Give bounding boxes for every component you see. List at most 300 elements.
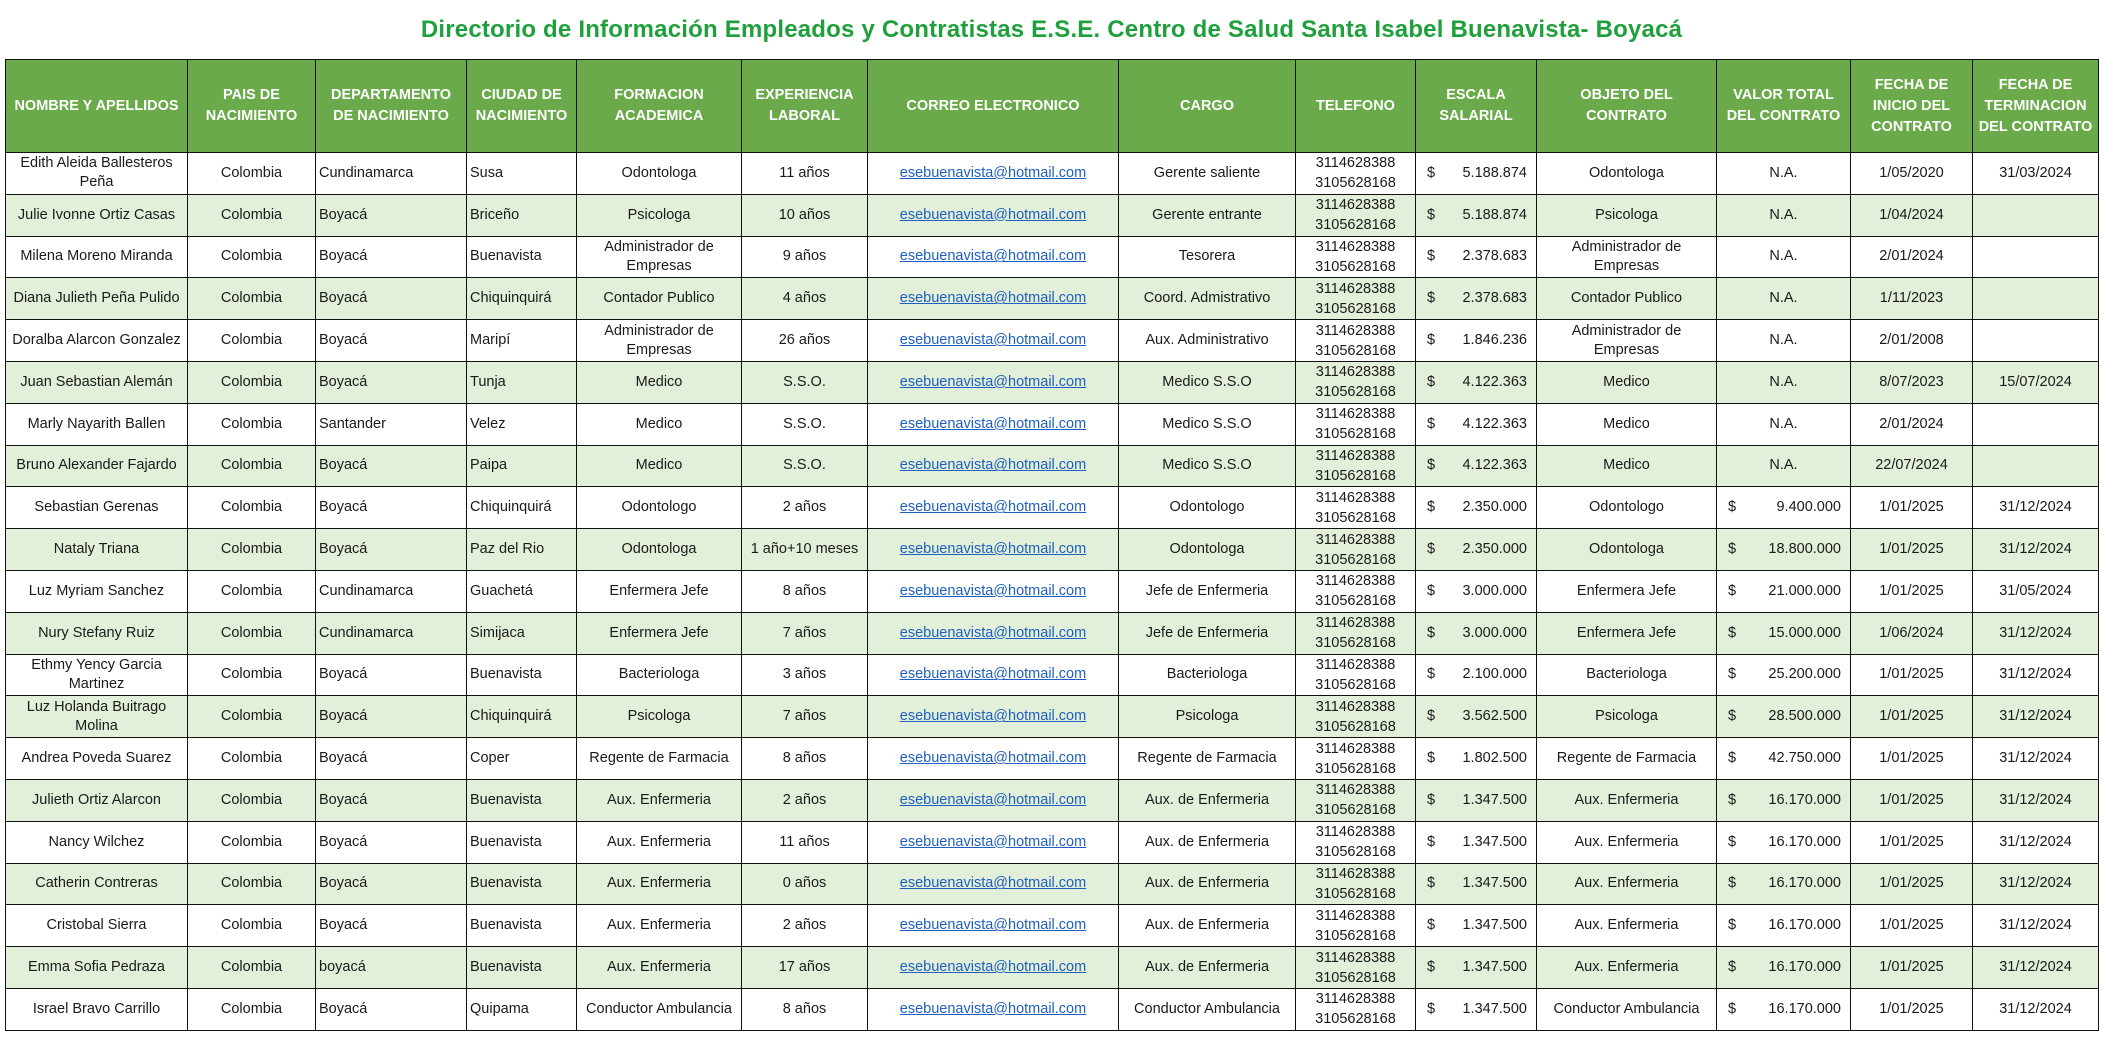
salary-value: 1.347.500 — [1462, 917, 1527, 934]
cell-pais: Colombia — [188, 529, 316, 571]
cell-pais: Colombia — [188, 194, 316, 236]
cell-experiencia: 2 años — [742, 487, 868, 529]
header-objeto: OBJETO DEL CONTRATO — [1537, 60, 1717, 153]
cell-departamento: boyacá — [316, 947, 467, 989]
contract-value: 16.170.000 — [1768, 833, 1841, 850]
cell-correo-link[interactable]: esebuenavista@hotmail.com — [868, 529, 1119, 571]
currency-symbol: $ — [1427, 248, 1436, 265]
cell-pais: Colombia — [188, 278, 316, 320]
salary-value: 3.562.500 — [1462, 708, 1527, 725]
cell-escala-salarial — [1416, 779, 1537, 821]
cell-nombre: Diana Julieth Peña Pulido — [6, 278, 188, 320]
cell-fecha-inicio: 1/01/2025 — [1851, 821, 1973, 863]
currency-symbol: $ — [1427, 415, 1436, 432]
cell-experiencia: 17 años — [742, 947, 868, 989]
cell-formacion: Enfermera Jefe — [577, 612, 742, 654]
cell-cargo: Gerente entrante — [1119, 194, 1296, 236]
cell-nombre: Catherin Contreras — [6, 863, 188, 905]
cell-pais: Colombia — [188, 947, 316, 989]
cell-correo-link[interactable]: esebuenavista@hotmail.com — [868, 779, 1119, 821]
salary-value: 1.347.500 — [1462, 1000, 1527, 1017]
cell-pais: Colombia — [188, 361, 316, 403]
currency-symbol: $ — [1728, 624, 1737, 641]
cell-fecha-inicio: 1/05/2020 — [1851, 153, 1973, 195]
table-row — [6, 278, 2099, 320]
salary-value: 2.378.683 — [1462, 248, 1527, 265]
cell-formacion: Psicologa — [577, 194, 742, 236]
cell-departamento: Boyacá — [316, 696, 467, 738]
cell-experiencia: 11 años — [742, 821, 868, 863]
cell-formacion: Aux. Enfermeria — [577, 947, 742, 989]
cell-departamento: Boyacá — [316, 529, 467, 571]
cell-telefono — [1296, 194, 1416, 236]
cell-telefono — [1296, 905, 1416, 947]
cell-correo-link[interactable]: esebuenavista@hotmail.com — [868, 738, 1119, 780]
phone-number: 3105628168 — [1315, 175, 1396, 192]
cell-ciudad: Chiquinquirá — [467, 278, 577, 320]
cell-valor-total — [1717, 821, 1851, 863]
cell-ciudad: Buenavista — [467, 779, 577, 821]
cell-departamento: Boyacá — [316, 863, 467, 905]
phone-number: 3114628388 — [1315, 907, 1396, 924]
cell-cargo: Conductor Ambulancia — [1119, 988, 1296, 1030]
cell-objeto: Enfermera Jefe — [1537, 570, 1717, 612]
cell-formacion: Medico — [577, 361, 742, 403]
table-row — [6, 947, 2099, 989]
cell-ciudad: Quipama — [467, 988, 577, 1030]
cell-departamento: Boyacá — [316, 779, 467, 821]
cell-formacion: Administrador de Empresas — [577, 236, 742, 278]
cell-objeto: Administrador de Empresas — [1537, 236, 1717, 278]
cell-fecha-inicio: 2/01/2008 — [1851, 320, 1973, 362]
cell-formacion: Odontologo — [577, 487, 742, 529]
salary-value: 1.802.500 — [1462, 750, 1527, 767]
cell-objeto: Enfermera Jefe — [1537, 612, 1717, 654]
currency-symbol: $ — [1427, 750, 1436, 767]
table-row — [6, 361, 2099, 403]
cell-correo-link[interactable]: esebuenavista@hotmail.com — [868, 654, 1119, 696]
cell-valor-total: N.A. — [1717, 278, 1851, 320]
phone-number: 3114628388 — [1315, 656, 1396, 673]
cell-fecha-inicio: 1/01/2025 — [1851, 779, 1973, 821]
cell-escala-salarial — [1416, 696, 1537, 738]
cell-formacion: Administrador de Empresas — [577, 320, 742, 362]
cell-fecha-terminacion: 31/05/2024 — [1973, 570, 2099, 612]
cell-fecha-inicio: 1/01/2025 — [1851, 905, 1973, 947]
table-row — [6, 570, 2099, 612]
header-ciudad: CIUDAD DE NACIMIENTO — [467, 60, 577, 153]
cell-pais: Colombia — [188, 988, 316, 1030]
cell-formacion: Odontologa — [577, 153, 742, 195]
cell-telefono — [1296, 403, 1416, 445]
cell-valor-total: N.A. — [1717, 361, 1851, 403]
cell-pais: Colombia — [188, 905, 316, 947]
cell-escala-salarial — [1416, 863, 1537, 905]
cell-telefono — [1296, 529, 1416, 571]
phone-number: 3105628168 — [1315, 927, 1396, 944]
currency-symbol: $ — [1427, 457, 1436, 474]
phone-number: 3114628388 — [1315, 991, 1396, 1008]
cell-correo-link[interactable]: esebuenavista@hotmail.com — [868, 570, 1119, 612]
contract-value: 16.170.000 — [1768, 959, 1841, 976]
cell-formacion: Aux. Enfermeria — [577, 905, 742, 947]
cell-departamento: Boyacá — [316, 738, 467, 780]
phone-number: 3105628168 — [1315, 718, 1396, 735]
cell-fecha-inicio: 2/01/2024 — [1851, 403, 1973, 445]
header-cargo: CARGO — [1119, 60, 1296, 153]
cell-fecha-terminacion: 15/07/2024 — [1973, 361, 2099, 403]
cell-valor-total — [1717, 654, 1851, 696]
cell-correo-link[interactable]: esebuenavista@hotmail.com — [868, 487, 1119, 529]
cell-fecha-terminacion: 31/12/2024 — [1973, 529, 2099, 571]
cell-correo-link[interactable]: esebuenavista@hotmail.com — [868, 403, 1119, 445]
cell-fecha-terminacion: 31/12/2024 — [1973, 612, 2099, 654]
phone-number: 3114628388 — [1315, 489, 1396, 506]
salary-value: 3.000.000 — [1462, 582, 1527, 599]
cell-pais: Colombia — [188, 738, 316, 780]
cell-departamento: Boyacá — [316, 194, 467, 236]
cell-fecha-terminacion — [1973, 445, 2099, 487]
table-row — [6, 320, 2099, 362]
phone-number: 3105628168 — [1315, 384, 1396, 401]
phone-number: 3105628168 — [1315, 802, 1396, 819]
cell-escala-salarial — [1416, 403, 1537, 445]
cell-escala-salarial — [1416, 445, 1537, 487]
cell-experiencia: 7 años — [742, 612, 868, 654]
cell-correo-link[interactable]: esebuenavista@hotmail.com — [868, 361, 1119, 403]
cell-ciudad: Chiquinquirá — [467, 696, 577, 738]
cell-escala-salarial — [1416, 612, 1537, 654]
cell-cargo: Aux. de Enfermeria — [1119, 779, 1296, 821]
cell-telefono — [1296, 278, 1416, 320]
cell-experiencia: 0 años — [742, 863, 868, 905]
cell-fecha-inicio: 1/04/2024 — [1851, 194, 1973, 236]
cell-experiencia: 4 años — [742, 278, 868, 320]
cell-correo-link[interactable]: esebuenavista@hotmail.com — [868, 905, 1119, 947]
phone-number: 3114628388 — [1315, 698, 1396, 715]
currency-symbol: $ — [1728, 666, 1737, 683]
phone-number: 3105628168 — [1315, 467, 1396, 484]
cell-departamento: Boyacá — [316, 905, 467, 947]
cell-pais: Colombia — [188, 236, 316, 278]
cell-fecha-terminacion — [1973, 320, 2099, 362]
cell-pais: Colombia — [188, 779, 316, 821]
cell-departamento: Boyacá — [316, 278, 467, 320]
cell-cargo: Odontologa — [1119, 529, 1296, 571]
cell-nombre: Nury Stefany Ruiz — [6, 612, 188, 654]
cell-cargo: Odontologo — [1119, 487, 1296, 529]
salary-value: 4.122.363 — [1462, 373, 1527, 390]
cell-correo-link[interactable]: esebuenavista@hotmail.com — [868, 947, 1119, 989]
cell-correo-link[interactable]: esebuenavista@hotmail.com — [868, 863, 1119, 905]
cell-cargo: Coord. Admistrativo — [1119, 278, 1296, 320]
cell-cargo: Aux. Administrativo — [1119, 320, 1296, 362]
cell-telefono — [1296, 821, 1416, 863]
currency-symbol: $ — [1427, 833, 1436, 850]
cell-valor-total — [1717, 487, 1851, 529]
cell-telefono — [1296, 654, 1416, 696]
cell-pais: Colombia — [188, 696, 316, 738]
cell-nombre: Juan Sebastian Alemán — [6, 361, 188, 403]
cell-correo-link[interactable]: esebuenavista@hotmail.com — [868, 320, 1119, 362]
cell-ciudad: Simijaca — [467, 612, 577, 654]
cell-departamento: Cundinamarca — [316, 153, 467, 195]
cell-ciudad: Briceño — [467, 194, 577, 236]
cell-fecha-inicio: 1/01/2025 — [1851, 738, 1973, 780]
cell-objeto: Odontologa — [1537, 153, 1717, 195]
cell-fecha-inicio: 8/07/2023 — [1851, 361, 1973, 403]
cell-pais: Colombia — [188, 863, 316, 905]
cell-valor-total: N.A. — [1717, 236, 1851, 278]
currency-symbol: $ — [1728, 917, 1737, 934]
cell-formacion: Conductor Ambulancia — [577, 988, 742, 1030]
table-row — [6, 821, 2099, 863]
cell-formacion: Aux. Enfermeria — [577, 821, 742, 863]
table-row — [6, 403, 2099, 445]
cell-telefono — [1296, 863, 1416, 905]
cell-correo-link[interactable]: esebuenavista@hotmail.com — [868, 153, 1119, 195]
cell-experiencia: 8 años — [742, 570, 868, 612]
cell-nombre: Marly Nayarith Ballen — [6, 403, 188, 445]
phone-number: 3114628388 — [1315, 531, 1396, 548]
currency-symbol: $ — [1427, 541, 1436, 558]
table-row — [6, 738, 2099, 780]
cell-fecha-terminacion: 31/12/2024 — [1973, 779, 2099, 821]
cell-nombre: Edith Aleida Ballesteros Peña — [6, 153, 188, 195]
cell-fecha-inicio: 1/11/2023 — [1851, 278, 1973, 320]
cell-departamento: Boyacá — [316, 487, 467, 529]
cell-valor-total — [1717, 738, 1851, 780]
cell-experiencia: 11 años — [742, 153, 868, 195]
cell-telefono — [1296, 236, 1416, 278]
salary-value: 4.122.363 — [1462, 457, 1527, 474]
phone-number: 3114628388 — [1315, 155, 1396, 172]
cell-formacion: Medico — [577, 403, 742, 445]
phone-number: 3105628168 — [1315, 760, 1396, 777]
cell-experiencia: 10 años — [742, 194, 868, 236]
salary-value: 5.188.874 — [1462, 164, 1527, 181]
table-row — [6, 696, 2099, 738]
table-row — [6, 905, 2099, 947]
cell-correo-link[interactable]: esebuenavista@hotmail.com — [868, 612, 1119, 654]
cell-ciudad: Buenavista — [467, 905, 577, 947]
cell-telefono — [1296, 445, 1416, 487]
cell-escala-salarial — [1416, 278, 1537, 320]
cell-fecha-terminacion: 31/12/2024 — [1973, 654, 2099, 696]
contract-value: 25.200.000 — [1768, 666, 1841, 683]
cell-cargo: Aux. de Enfermeria — [1119, 863, 1296, 905]
cell-valor-total — [1717, 696, 1851, 738]
cell-objeto: Aux. Enfermeria — [1537, 821, 1717, 863]
cell-fecha-terminacion: 31/12/2024 — [1973, 821, 2099, 863]
cell-objeto: Medico — [1537, 445, 1717, 487]
table-row — [6, 487, 2099, 529]
cell-nombre: Nataly Triana — [6, 529, 188, 571]
salary-value: 5.188.874 — [1462, 206, 1527, 223]
phone-number: 3105628168 — [1315, 969, 1396, 986]
cell-escala-salarial — [1416, 361, 1537, 403]
contract-value: 16.170.000 — [1768, 791, 1841, 808]
table-row — [6, 779, 2099, 821]
cell-nombre: Doralba Alarcon Gonzalez — [6, 320, 188, 362]
phone-number: 3114628388 — [1315, 447, 1396, 464]
cell-fecha-inicio: 1/01/2025 — [1851, 487, 1973, 529]
cell-correo-link[interactable]: esebuenavista@hotmail.com — [868, 194, 1119, 236]
cell-valor-total — [1717, 988, 1851, 1030]
cell-nombre: Luz Holanda Buitrago Molina — [6, 696, 188, 738]
table-row — [6, 153, 2099, 195]
cell-nombre: Milena Moreno Miranda — [6, 236, 188, 278]
cell-valor-total — [1717, 947, 1851, 989]
cell-fecha-terminacion — [1973, 278, 2099, 320]
phone-number: 3105628168 — [1315, 217, 1396, 234]
cell-ciudad: Coper — [467, 738, 577, 780]
cell-nombre: Luz Myriam Sanchez — [6, 570, 188, 612]
currency-symbol: $ — [1427, 206, 1436, 223]
cell-experiencia: 1 año+10 meses — [742, 529, 868, 571]
cell-cargo: Jefe de Enfermeria — [1119, 570, 1296, 612]
cell-correo-link[interactable]: esebuenavista@hotmail.com — [868, 988, 1119, 1030]
cell-fecha-inicio: 1/01/2025 — [1851, 696, 1973, 738]
header-escala-salarial: ESCALA SALARIAL — [1416, 60, 1537, 153]
cell-pais: Colombia — [188, 570, 316, 612]
cell-fecha-terminacion — [1973, 194, 2099, 236]
cell-ciudad: Paipa — [467, 445, 577, 487]
contract-value: 16.170.000 — [1768, 1000, 1841, 1017]
currency-symbol: $ — [1728, 875, 1737, 892]
cell-cargo: Tesorera — [1119, 236, 1296, 278]
cell-nombre: Sebastian Gerenas — [6, 487, 188, 529]
cell-experiencia: 2 años — [742, 779, 868, 821]
cell-fecha-inicio: 1/01/2025 — [1851, 570, 1973, 612]
phone-number: 3114628388 — [1315, 865, 1396, 882]
phone-number: 3105628168 — [1315, 509, 1396, 526]
cell-objeto: Aux. Enfermeria — [1537, 905, 1717, 947]
cell-escala-salarial — [1416, 487, 1537, 529]
header-departamento: DEPARTAMENTO DE NACIMIENTO — [316, 60, 467, 153]
cell-experiencia: S.S.O. — [742, 361, 868, 403]
cell-fecha-inicio: 1/01/2025 — [1851, 863, 1973, 905]
currency-symbol: $ — [1427, 875, 1436, 892]
table-row — [6, 194, 2099, 236]
cell-correo-link[interactable]: esebuenavista@hotmail.com — [868, 236, 1119, 278]
cell-formacion: Medico — [577, 445, 742, 487]
header-formacion: FORMACION ACADEMICA — [577, 60, 742, 153]
phone-number: 3114628388 — [1315, 238, 1396, 255]
cell-pais: Colombia — [188, 403, 316, 445]
table-row — [6, 863, 2099, 905]
phone-number: 3114628388 — [1315, 280, 1396, 297]
salary-value: 4.122.363 — [1462, 415, 1527, 432]
cell-telefono — [1296, 570, 1416, 612]
cell-nombre: Julie Ivonne Ortiz Casas — [6, 194, 188, 236]
cell-nombre: Ethmy Yency Garcia Martinez — [6, 654, 188, 696]
cell-ciudad: Tunja — [467, 361, 577, 403]
salary-value: 1.846.236 — [1462, 332, 1527, 349]
cell-telefono — [1296, 153, 1416, 195]
cell-correo-link[interactable]: esebuenavista@hotmail.com — [868, 821, 1119, 863]
phone-number: 3105628168 — [1315, 844, 1396, 861]
cell-escala-salarial — [1416, 905, 1537, 947]
cell-correo-link[interactable]: esebuenavista@hotmail.com — [868, 278, 1119, 320]
cell-valor-total — [1717, 612, 1851, 654]
cell-correo-link[interactable]: esebuenavista@hotmail.com — [868, 696, 1119, 738]
cell-objeto: Medico — [1537, 361, 1717, 403]
cell-escala-salarial — [1416, 236, 1537, 278]
cell-nombre: Bruno Alexander Fajardo — [6, 445, 188, 487]
phone-number: 3114628388 — [1315, 824, 1396, 841]
cell-pais: Colombia — [188, 821, 316, 863]
cell-escala-salarial — [1416, 194, 1537, 236]
currency-symbol: $ — [1427, 791, 1436, 808]
cell-departamento: Santander — [316, 403, 467, 445]
cell-valor-total — [1717, 529, 1851, 571]
currency-symbol: $ — [1427, 373, 1436, 390]
cell-nombre: Cristobal Sierra — [6, 905, 188, 947]
currency-symbol: $ — [1427, 164, 1436, 181]
cell-escala-salarial — [1416, 153, 1537, 195]
cell-ciudad: Velez — [467, 403, 577, 445]
cell-fecha-terminacion: 31/12/2024 — [1973, 905, 2099, 947]
header-correo: CORREO ELECTRONICO — [868, 60, 1119, 153]
cell-escala-salarial — [1416, 821, 1537, 863]
cell-ciudad: Buenavista — [467, 236, 577, 278]
cell-departamento: Boyacá — [316, 361, 467, 403]
cell-telefono — [1296, 696, 1416, 738]
cell-departamento: Boyacá — [316, 821, 467, 863]
cell-experiencia: 26 años — [742, 320, 868, 362]
table-row — [6, 236, 2099, 278]
cell-fecha-inicio: 22/07/2024 — [1851, 445, 1973, 487]
cell-cargo: Aux. de Enfermeria — [1119, 947, 1296, 989]
cell-escala-salarial — [1416, 988, 1537, 1030]
salary-value: 2.350.000 — [1462, 541, 1527, 558]
cell-ciudad: Buenavista — [467, 947, 577, 989]
cell-departamento: Boyacá — [316, 320, 467, 362]
cell-ciudad: Susa — [467, 153, 577, 195]
contract-value: 9.400.000 — [1776, 499, 1841, 516]
currency-symbol: $ — [1728, 499, 1737, 516]
cell-pais: Colombia — [188, 487, 316, 529]
salary-value: 1.347.500 — [1462, 833, 1527, 850]
cell-ciudad: Guachetá — [467, 570, 577, 612]
contract-value: 21.000.000 — [1768, 582, 1841, 599]
phone-number: 3114628388 — [1315, 197, 1396, 214]
currency-symbol: $ — [1427, 624, 1436, 641]
cell-cargo: Gerente saliente — [1119, 153, 1296, 195]
cell-departamento: Boyacá — [316, 445, 467, 487]
cell-objeto: Odontologa — [1537, 529, 1717, 571]
cell-valor-total — [1717, 905, 1851, 947]
currency-symbol: $ — [1427, 708, 1436, 725]
cell-objeto: Bacteriologa — [1537, 654, 1717, 696]
cell-formacion: Contador Publico — [577, 278, 742, 320]
cell-cargo: Medico S.S.O — [1119, 403, 1296, 445]
table-row — [6, 445, 2099, 487]
cell-formacion: Regente de Farmacia — [577, 738, 742, 780]
cell-escala-salarial — [1416, 570, 1537, 612]
contract-value: 28.500.000 — [1768, 708, 1841, 725]
currency-symbol: $ — [1427, 499, 1436, 516]
contract-value: 16.170.000 — [1768, 875, 1841, 892]
cell-correo-link[interactable]: esebuenavista@hotmail.com — [868, 445, 1119, 487]
cell-pais: Colombia — [188, 612, 316, 654]
cell-objeto: Aux. Enfermeria — [1537, 779, 1717, 821]
phone-number: 3114628388 — [1315, 782, 1396, 799]
cell-objeto: Aux. Enfermeria — [1537, 863, 1717, 905]
currency-symbol: $ — [1728, 582, 1737, 599]
cell-cargo: Medico S.S.O — [1119, 361, 1296, 403]
